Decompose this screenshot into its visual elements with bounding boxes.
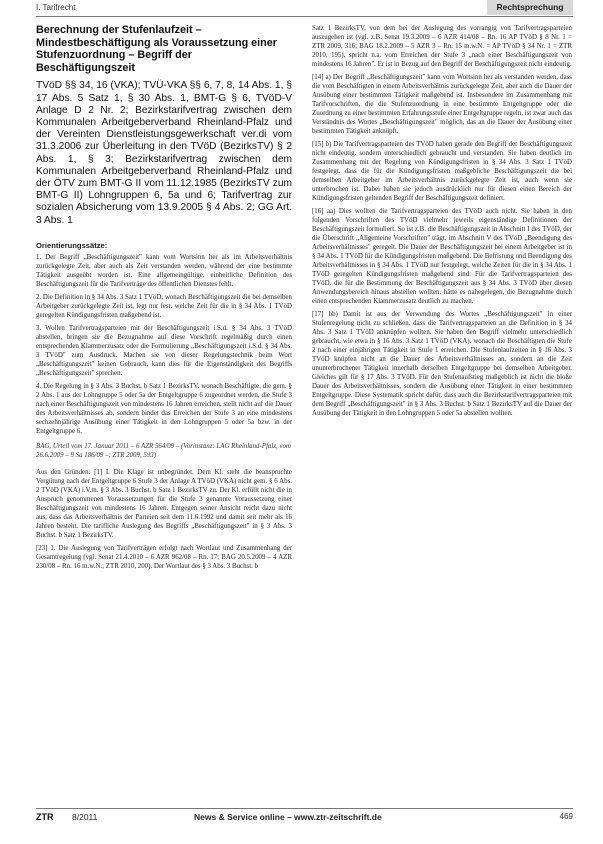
guiding-item: 3. Wollen Tarifvertragsparteien mit der Beschäftigungszeit i.S.d. § 34 Abs. 3 TVöD abstellen, bringen sie die Bezugnahme auf diese Vorschrift regelmäßig durch einen entsprechenden Klammerzusatz oder die Formulierung „Beschäftigungszeit i.S.d. § 34 Abs. 3 TVöD" zum Ausdruck. Machen sie von dieser Regelungstechnik beim Wort „Beschäftigungszeit" keinen Gebrauch, kann dies für die Eigenständigkeit des Begriffs „Beschäftigungszeit" sprechen. — [36, 324, 292, 377]
rubric-tab: Rechtsprechung — [487, 0, 573, 15]
article-title: Berechnung der Stufenlaufzeit – Mindestbeschäftigung als Voraussetzung einer Stufenzuordnung – Begriff der Beschäftigungszeit — [36, 24, 277, 74]
guiding-item: 4. Die Regelung in § 3 Abs. 3 Buchst. b Satz 1 BezirksTV, wonach Beschäftigte, die gem. § 2 Abs. 1 aus der Lohngruppe 5 oder 5a der Entgeltgruppe 6 zugeordnet werden, die Stufe 3 nach einer Beschäftigungszeit von mindestens 16 Jahren erreichen, stellt nicht auf die Dauer des Arbeitsverhältnisses ab, sondern bindet das Erreichen der Stufe 3 an eine mindestens sechzehnjährige Ausübung einer Tätigkeit in den Lohngruppen 5 oder 5a bzw. in der Entgeltgruppe 6. — [36, 382, 292, 435]
reasons — [36, 468, 292, 571]
guiding-item: 2. Die Definition in § 34 Abs. 3 Satz 1 TVöD, wonach Beschäftigungszeit die bei demselben Arbeitgeber zurückgelegte Zeit ist, legt nur fest, welche Zeit für die in § 34 Abs. 1 TVöD geregelten Kündigungsfristen maßgebend ist. — [36, 293, 292, 319]
left-column — [36, 24, 292, 794]
body-paragraph: [14] a) Der Begriff „Beschäftigungszeit" kann vom Wortsinn her als verstanden werden, dass die vom Beschäftigten in einem Arbeitsverhältnis zurückgelegte Zeit, aber auch die Dauer der Ausübung einer bestimmten Tätigkeit maßgebend ist. Insbesondere im Zusammenhang mit Tarifvorschriften, die die Stufenzuordnung in eine bestimmte Entgeltgruppe oder die Zuordnung zu einer bestimmten Erfahrungsstufe einer Entgeltgruppe regeln, ist zwar auch das Verständnis des Wortes „Beschäftigungszeit" möglich, das an die Dauer der Ausübung einer bestimmten Tätigkeit anknüpft. — [312, 74, 572, 135]
reason-paragraph: [23] 1. Die Auslegung von Tarifverträgen erfolgt nach Wortlaut und Zusammenhang der Gesamtregelung (vgl. Senat 21.4.2010 – 6 AZR 962/08 – Rn. 17; BAG 20.5.2009 – 4 AZR 230/08 – Rn. 16 m.w.N.; ZTR 2010, 200). Der Wortlaut des § 3 Abs. 3 Buchst. b — [36, 544, 292, 570]
journal-name: ZTR — [36, 812, 54, 822]
body-paragraph: [16] aa) Dies wollten die Tarifvertragsparteien des TVöD auch nicht. Sie haben in den folgenden Vorschriften des TVöD vielmehr jeweils eigenständige Definitionen der Beschäftigungszeit formuliert. So ist z.B. die Beschäftigungszeit in Abschnitt I des TVöD, der die Überschrift „Allgemeine Vorschriften" trägt, im Abschnitt V des TVöD „Beendigung des Arbeitsverhältnisses" geregelt. Die Dauer der Beschäftigungszeit bei einem Arbeitgeber ist in § 34 Abs. 1 TVöD für die Kündigungsfristen maßgebend. Die Befristung und Beendigung des Arbeitsverhältnisses in § 34 Abs. 1 TVöD nur festgelegt, welche Zeiten für die in § 34 Abs. 1 TVöD geregelten Kündigungsfristen maßgebend sind. Für die Tarifvertragsparteien des TVöD, die für die Bestimmung der Beschäftigungszeit aus § 34 Abs. 3 TVöD über diesen Anwendungsbereich hinaus abstellen wollten, hätte es nahegelegen, die Bezugnahme durch einen entsprechenden Klammerzusatz deutlich zu machen. — [312, 208, 572, 305]
guiding-principles — [36, 241, 292, 436]
page-footer — [36, 808, 573, 828]
guiding-item: 1. Der Begriff „Beschäftigungszeit" kann vom Wortsinn her als im Arbeitsverhältnis zurückgelegte Zeit, aber auch als Zeit verstanden werden, während der eine bestimmte Tätigkeit ausgeübt worden ist. Eine allgemeingültige, einheitliche Definition des Beschäftigungszeit für die Tarifverträge des öffentlichen Dienstes fehlt. — [36, 253, 292, 288]
reason-paragraph: Aus den Gründen: [1] I. Die Klage ist unbegründet. Dem Kl. steht die beanspruchte Vergütung nach der Entgeltgruppe 6 Stufe 3 der Anlage A TVöD (VKA) nicht gem. § 6 Abs. 2 TVöD (VKA) i.V.m. § 3 Abs. 3 Buchst. b Satz 1 BezirksTV zu. Der Kl. erfüllt nicht die in Anspruch genommenen Voraussetzungen für die Stufe 3 genannte Voraussetzung einer Beschäftigungszeit von mindestens 16 Jahren. Entgegen seiner Ansicht reicht dazu nicht aus, dass das Arbeitsverhältnis der Parteien seit dem 11.6.1992 und damit seit mehr als 16 Jahren besteht. Die tarifliche Auslegung des Begriffs „Beschäftigungszeit" in § 3 Abs. 3 Buchst. b Satz 1 BezirksTV. — [36, 468, 292, 539]
guiding-heading: Orientierungssätze: — [36, 240, 108, 250]
section-label: I. Tarifrecht — [36, 3, 76, 12]
body-paragraph: [17] bb) Damit ist aus der Verwendung des Wortes „Beschäftigungszeit" in einer Stufenregelung nicht zu schließen, dass die Tarifvertragsparteien an die Definition in § 34 Abs. 3 Satz 1 TVöD anknüpfen wollten. Sie haben den Begriff vielmehr unterschiedlich gebraucht, wie etwa in § 16 Abs. 3 Satz 1 TVöD (VKA), wonach die Beschäftigten die Stufe 2 nach einer einjährigen Tätigkeit in Stufe 1 erreichen. Die Stufenlaufzeiten in § 16 Abs. 3 TVöD knüpfen nicht an die Dauer des Arbeitsverhältnisses an, sondern an die Zeit ununterbrochener Tätigkeit innerhalb derselben Entgeltgruppe bei demselben Arbeitgeber. Gleiches gilt für § 17 Abs. 3 TVöD. Für den Stufenaufstieg maßgeblich ist nicht die bloße Dauer des Arbeitsverhältnisses, sondern die Ausübung einer Tätigkeit in einer bestimmten Entgeltgruppe. Diese Systematik spricht dafür, dass auch die Bezirkstarifvertragsparteien mit dem Begriff „Beschäftigungszeit" in § 3 Abs. 3 Buchst. b Satz 1 BezirksTV auf die Dauer der Ausübung der Tätigkeit in den Lohngruppen 5 oder 5a abstellen wollten. — [312, 311, 572, 417]
body-paragraph: [15] b) Die Tarifvertragsparteien des TVöD haben gerade den Begriff der Beschäftigungszeit nicht eindeutig, sondern unterschiedlich gebraucht und verstanden. Sie haben deutlich im Zusammenhang mit der Regelung von Kündigungsfristen in § 34 Abs. 3 Satz 1 TVöD festgelegt, dass die für die Kündigungsfristen maßgebliche Beschäftigungszeit die bei demselben Arbeitgeber im Arbeitsverhältnis zurückgelegte Zeit ist, auch wenn sie unterbrochen ist. Dabei haben sie jedoch ausdrücklich nur für diesen einen Bereich der Kündigungsfristen geltenden Begriff der Beschäftigungszeit definiert. — [312, 141, 572, 202]
page-number: 469 — [559, 812, 573, 821]
norm-references: TVöD §§ 34, 16 (VKA); TVÜ-VKA §§ 6, 7, 8, 14 Abs. 1, § 17 Abs. 5 Satz 1, § 30 Abs. 1, BMT-G § 6, TVöD-V Anlage D 2 Nr. 2; Bezirkstarifvertrag zwischen dem Kommunalen Arbeitgeberverband Rheinland-Pfalz und der Vereinten Dienstleistungsgewerkschaft ver.di vom 31.3.2006 zur Überleitung in den TVöD (BezirksTV) § 2 Abs. 1, § 3; Bezirkstarifvertrag zwischen dem Kommunalen Arbeitgeberverband Rheinland-Pfalz und der ÖTV zum BMT-G II vom 11.12.1985 (BezirksTV zum BMT-G II) Lohngruppen 6, 5a und 6; Tarifvertrag zur sozialen Absicherung vom 13.9.2005 § 4 Abs. 2; GG Art. 3 Abs. 1 — [36, 80, 292, 226]
page-header — [36, 0, 573, 18]
issue-number: 8/2011 — [72, 812, 98, 822]
header-rule — [36, 16, 573, 17]
body-paragraph: Satz 1 BezirksTV, von dem bei der Auslegung des vorrangig von Tarifvertragsparteien auszugehen ist (vgl. z.B. Senat 19.3.2009 – 6 AZR 414/08 – Rn. 16 AP TVöD § 8 Nr. 1 = ZTR 2009, 316; BAG 18.2.2009 – 5 AZR 3 – Rn. 15 m.w.N. = AP TVöD § 34 Nr. 1 = ZTR 2010, 195), spricht n.a. vom Erreichen der Stufe 3 „nach einer Beschäftigungszeit von mindestens 16 Jahren". Er ist in Bezug auf den Begriff der Beschäftigungszeit nicht eindeutig. — [312, 25, 572, 68]
right-column — [312, 24, 572, 796]
decision-citation: BAG, Urteil vom 17. Januar 2011 – 6 AZR 564/09 – (Vorinstanz: LAG Rheinland-Pfalz, vom 26.6.2009 – 9 Sa 186/09 –; ZTR 2009, 593) — [36, 442, 291, 459]
footer-website: News & Service online – www.ztr-zeitschrift.de — [194, 812, 382, 822]
footer-rule — [36, 808, 573, 809]
